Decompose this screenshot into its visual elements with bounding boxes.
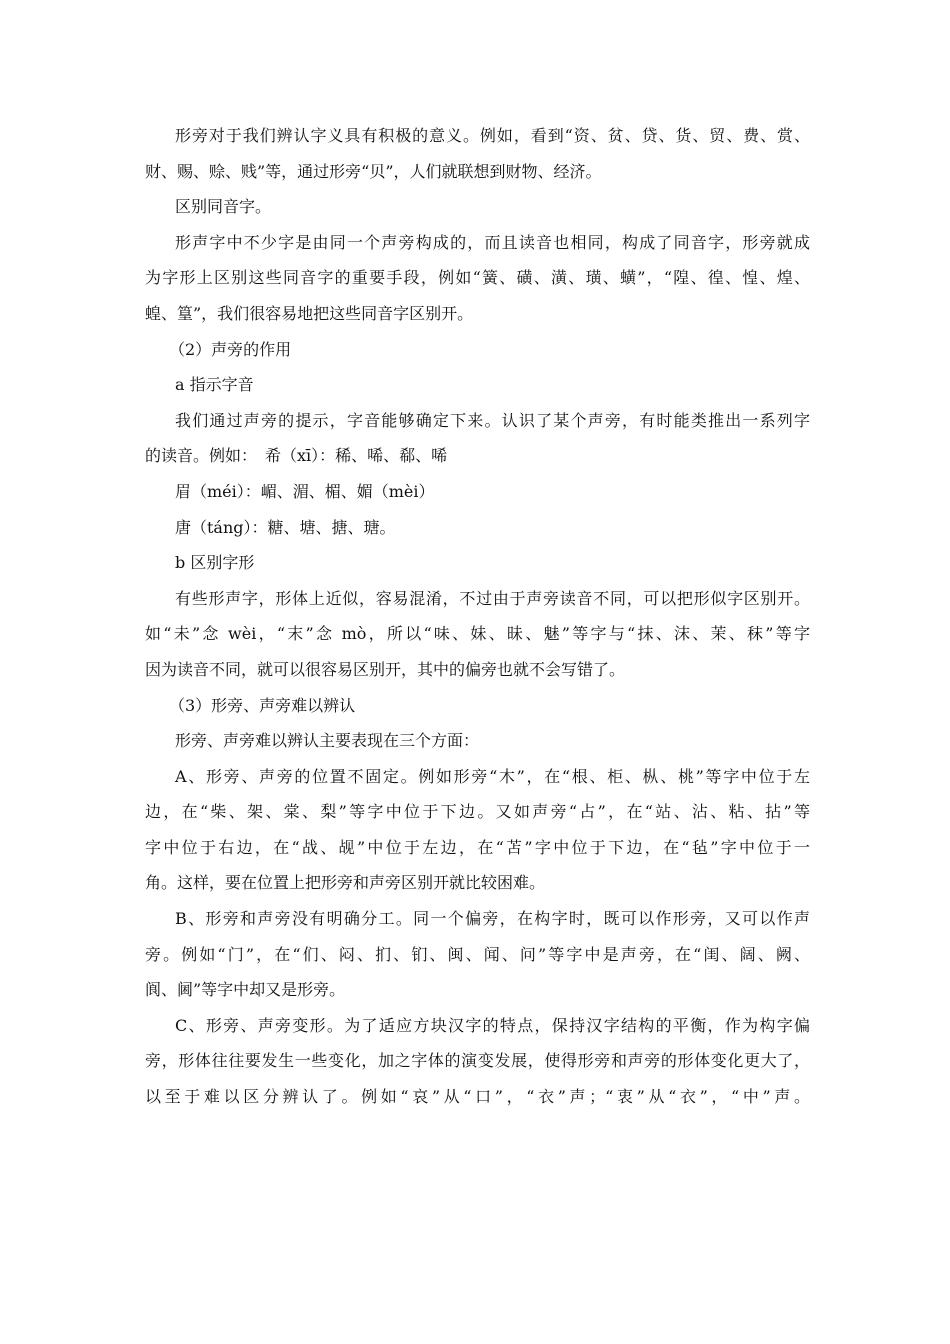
section-heading: （3）形旁、声旁难以辨认 bbox=[169, 695, 356, 715]
paragraph-line: 阆、阃”等字中却又是形旁。 bbox=[145, 980, 346, 1000]
paragraph-line: 蝗、篁”，我们很容易地把这些同音字区别开。 bbox=[145, 303, 474, 323]
paragraph-line: 眉（méi）：嵋、湄、楣、媚（mèi） bbox=[175, 481, 435, 501]
paragraph-line: 财、赐、赊、贱”等，通过形旁“贝”，人们就联想到财物、经济。 bbox=[145, 161, 602, 181]
paragraph-line: A、形旁、声旁的位置不固定。例如形旁“木”，在“根、柜、枞、桃”等字中位于左 bbox=[175, 766, 810, 786]
paragraph-line: 形旁对于我们辨认字义具有积极的意义。例如，看到“资、贫、贷、货、贸、费、赏、 bbox=[175, 126, 810, 145]
paragraph-line: 的读音。例如： 希（xī）：稀、唏、郗、唏 bbox=[145, 446, 448, 466]
paragraph-line: 角。这样，要在位置上把形旁和声旁区别开就比较困难。 bbox=[145, 873, 546, 893]
paragraph-line: C、形旁、声旁变形。为了适应方块汉字的特点，保持汉字结构的平衡，作为构字偏 bbox=[175, 1015, 810, 1035]
paragraph-line: 字中位于右边，在“战、觇”中位于左边，在“苫”字中位于下边，在“毡”字中位于一 bbox=[145, 837, 810, 857]
document-body bbox=[145, 123, 810, 1120]
paragraph-line: 以至于难以区分辨认了。例如“哀”从“口”，“衣”声；“衷”从“衣”，“中”声。 bbox=[145, 1087, 810, 1107]
paragraph-line: 唐（táng）：糖、塘、搪、瑭。 bbox=[175, 517, 396, 537]
subsection-heading: a 指示字音 bbox=[175, 375, 254, 395]
section-heading: （2）声旁的作用 bbox=[169, 339, 292, 359]
paragraph-line: B、形旁和声旁没有明确分工。同一个偏旁，在构字时，既可以作形旁，又可以作声 bbox=[175, 909, 810, 929]
paragraph-line: 旁，形体往往要发生一些变化，加之字体的演变发展，使得形旁和声旁的形体变化更大了， bbox=[145, 1051, 810, 1071]
paragraph-line: 因为读音不同，就可以很容易区别开，其中的偏旁也就不会写错了。 bbox=[145, 659, 626, 679]
paragraph-line: 形声字中不少字是由同一个声旁构成的，而且读音也相同，构成了同音字，形旁就成 bbox=[175, 232, 810, 252]
paragraph-line: 有些形声字，形体上近似，容易混淆，不过由于声旁读音不同，可以把形似字区别开。 bbox=[175, 588, 810, 608]
subsection-heading: b 区别字形 bbox=[175, 553, 255, 573]
paragraph-line: 旁。例如“门”，在“们、闷、扪、钔、闽、闻、问”等字中是声旁，在“闺、阔、阙、 bbox=[145, 944, 810, 964]
section-heading: 区别同音字。 bbox=[175, 197, 272, 217]
paragraph-line: 我们通过声旁的提示，字音能够确定下来。认识了某个声旁，有时能类推出一系列字 bbox=[175, 410, 810, 430]
paragraph-line: 形旁、声旁难以辨认主要表现在三个方面： bbox=[175, 731, 480, 751]
paragraph-line: 如“未”念 wèi，“末”念 mò，所以“味、妹、昧、魅”等字与“抹、沫、茉、秣”等字 bbox=[145, 624, 810, 644]
paragraph-line: 边，在“柴、架、棠、梨”等字中位于下边。又如声旁“占”，在“站、沾、粘、拈”等 bbox=[145, 802, 810, 822]
paragraph-line: 为字形上区别这些同音字的重要手段，例如“簧、磺、潢、璜、蟥”，“隍、徨、惶、煌、 bbox=[145, 268, 810, 288]
